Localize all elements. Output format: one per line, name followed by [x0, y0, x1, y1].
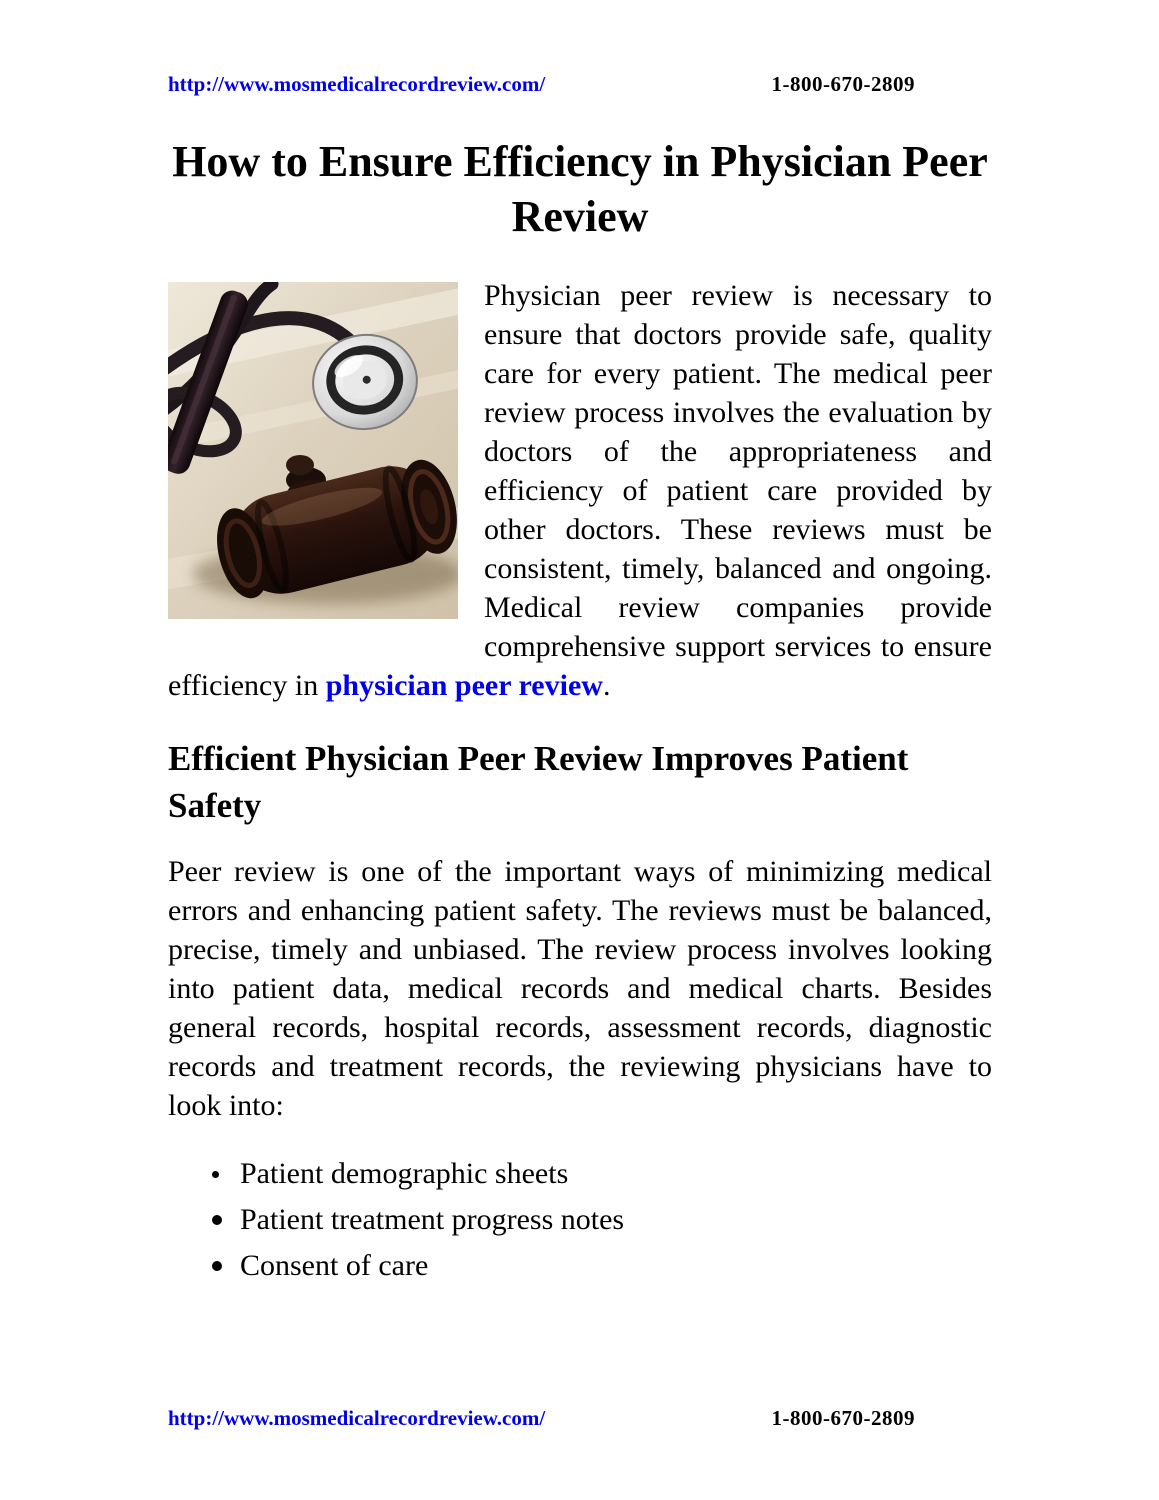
list-item: Consent of care — [212, 1243, 992, 1289]
list-item: Patient demographic sheets — [212, 1151, 992, 1197]
page-content — [168, 0, 992, 1289]
page-footer — [168, 1406, 992, 1431]
gavel-stethoscope-image — [168, 282, 458, 619]
footer-url-link[interactable]: http://www.mosmedicalrecordreview.com/ — [168, 1406, 546, 1430]
page-title: How to Ensure Efficiency in Physician Peer Review — [172, 137, 988, 241]
list-item: Patient treatment progress notes — [212, 1197, 992, 1243]
section-paragraph: Peer review is one of the important ways of minimizing medical errors and enhancing patient safety. The reviews must be balanced, precise, timely and unbiased. The review process involves looking into patient data, medical records and medical charts. Besides general records, hospital records, assessment records, diagnostic records and treatment records, the reviewing physicians have to look into: — [168, 854, 992, 1122]
header-url-link[interactable]: http://www.mosmedicalrecordreview.com/ — [168, 72, 546, 96]
section-heading: Efficient Physician Peer Review Improves Patient Safety — [168, 739, 909, 826]
header-phone-number: 1-800-670-2809 — [771, 72, 915, 96]
physician-peer-review-link[interactable]: physician peer review — [325, 669, 603, 703]
records-bullet-list — [168, 1151, 992, 1289]
page-header — [168, 72, 992, 97]
footer-phone-number: 1-800-670-2809 — [771, 1406, 915, 1430]
intro-text-after-link: . — [602, 669, 611, 703]
intro-section — [168, 276, 992, 705]
intro-text-before-link: Physician peer review is necessary to ensure that doctors provide safe, quality care for every patient. The medical peer review process involves the evaluation by doctors of the appropriateness and efficiency of patient care provided by other doctors. These reviews must be consistent, timely, balanced and ongoing. Medical review companies provide comprehensive support services to ensure efficiency in — [168, 279, 992, 703]
